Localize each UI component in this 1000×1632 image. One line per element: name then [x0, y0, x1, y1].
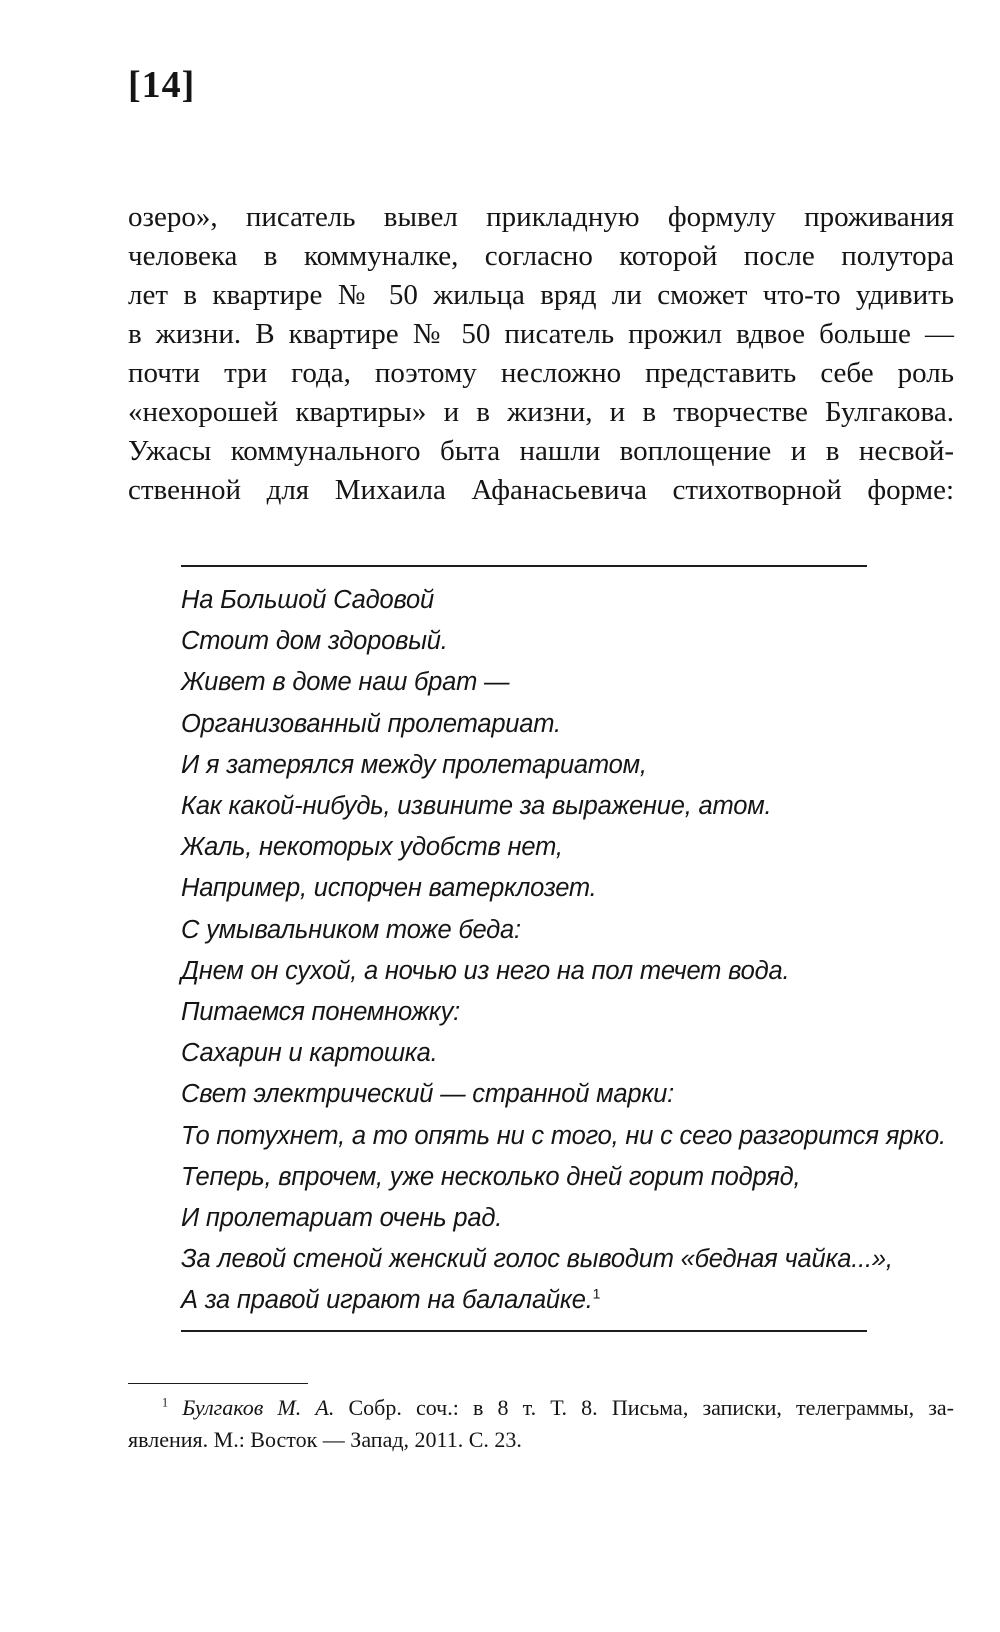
poem-line: И пролетариат очень рад.	[181, 1204, 503, 1233]
poem-line: Жаль, некоторых удобств нет,	[181, 833, 563, 862]
footnote-author: Булгаков М. А.	[182, 1395, 335, 1420]
footnote-source: Собр. соч.: в 8 т. Т. 8. Письма, записки, телеграммы, за-	[334, 1395, 955, 1420]
poem-line: Стоит дом здоровый.	[181, 627, 448, 656]
footnote	[128, 1392, 954, 1456]
prose-line: человека в коммуналке, согласно которой после полутора	[128, 240, 954, 272]
poem-line: С умывальником тоже беда:	[181, 915, 521, 944]
poem-bottom-rule	[181, 1330, 867, 1332]
footnote-reference[interactable]: 1	[592, 1285, 601, 1302]
poem-line: На Большой Садовой	[181, 586, 434, 614]
body-paragraph	[128, 198, 954, 510]
poem-line: Например, испорчен ватерклозет.	[181, 874, 597, 903]
prose-line: ственной для Михаила Афанасьевича стихотворной форме:	[128, 474, 954, 506]
prose-line: лет в квартире № 50 жильца вряд ли сможет что-то удивить	[128, 279, 954, 311]
footnote-line-2: явления. М.: Восток — Запад, 2011. С. 23.	[128, 1427, 522, 1452]
footnote-separator	[128, 1383, 308, 1384]
footnote-marker: 1	[162, 1395, 169, 1410]
poem-line: Теперь, впрочем, уже несколько дней горит подряд,	[181, 1162, 801, 1191]
poem	[181, 580, 946, 1322]
poem-line: Живет в доме наш брат —	[181, 668, 510, 697]
poem-last-line	[181, 1280, 901, 1321]
page-number: [14]	[128, 64, 196, 106]
prose-line: «нехорошей квартиры» и в жизни, и в творчестве Булгакова.	[128, 396, 954, 428]
poem-top-rule	[181, 565, 867, 567]
poem-line: За левой стеной женский голос выводит «бедная чайка...»,	[181, 1245, 893, 1274]
prose-line: почти три года, поэтому несложно представить себе роль	[128, 357, 954, 389]
poem-line: Днем он сухой, а ночью из него на пол течет вода.	[181, 956, 790, 985]
prose-line: в жизни. В квартире № 50 писатель прожил вдвое больше —	[128, 318, 954, 350]
prose-line: Ужасы коммунального быта нашли воплощение и в несвой-	[128, 435, 954, 467]
poem-line: Свет электрический — странной марки:	[181, 1080, 675, 1109]
poem-line: И я затерялся между пролетариатом,	[181, 750, 647, 779]
poem-line: Как какой-нибудь, извините за выражение, атом.	[181, 792, 772, 821]
prose-line: озеро», писатель вывел прикладную формулу проживания	[128, 201, 954, 233]
poem-line: А за правой играют на балалайке.	[181, 1286, 593, 1315]
poem-line: Питаемся понемножку:	[181, 998, 461, 1027]
poem-line: Сахарин и картошка.	[181, 1039, 438, 1068]
poem-line: То потухнет, а то опять ни с того, ни с сего разгорится ярко.	[181, 1121, 946, 1150]
footnote-line	[128, 1392, 954, 1424]
poem-line: Организованный пролетариат.	[181, 709, 561, 738]
